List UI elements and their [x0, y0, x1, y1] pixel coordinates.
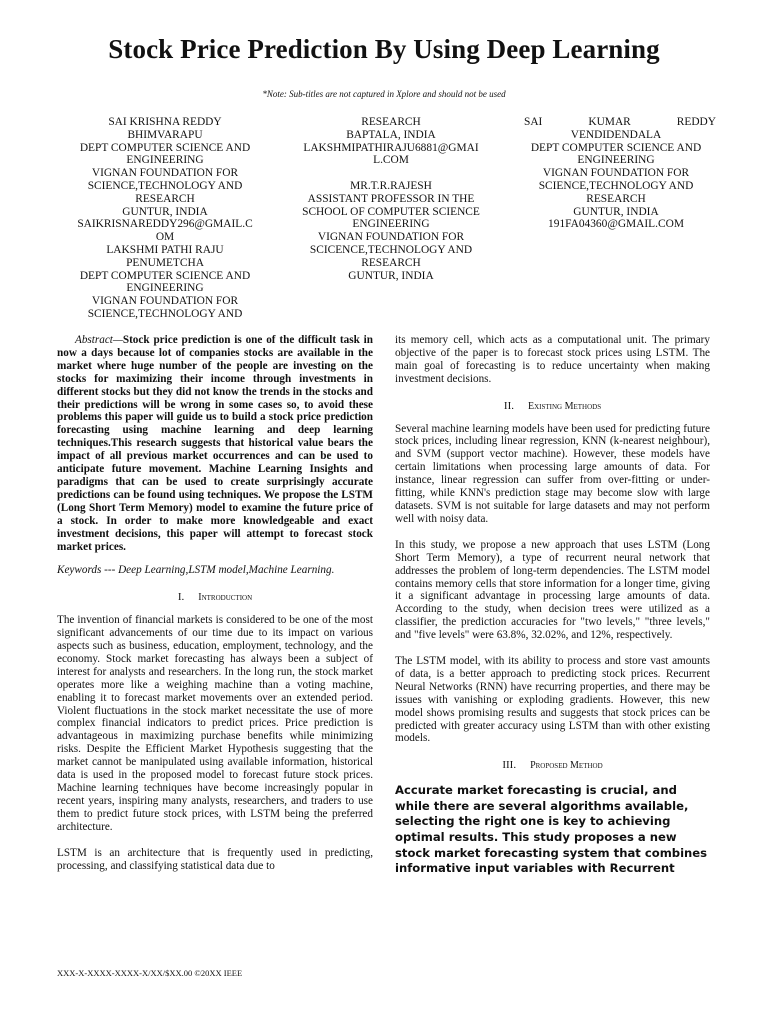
- proposed-paragraph-1: Accurate market forecasting is crucial, and while there are several algorithms available, selecting the right one is key to achieving optimal results. This study proposes a new stock market forecasting system that combines informative input variables with Recurrent: [395, 783, 708, 876]
- author-name-part: SAI: [524, 116, 543, 128]
- author-affiliation-block: [516, 129, 716, 231]
- author-line: VIGNAN FOUNDATION FOR: [91, 295, 239, 308]
- author-line: MR.T.R.RAJESH: [350, 179, 432, 192]
- author-name-part: KUMAR: [588, 116, 631, 128]
- author-line: VIGNAN FOUNDATION FOR: [91, 167, 239, 180]
- paper-title: Stock Price Prediction By Using Deep Learning: [108, 34, 660, 64]
- author-line: VIGNAN FOUNDATION FOR: [317, 231, 465, 244]
- abstract-label: Abstract—: [75, 334, 123, 346]
- author-line: RESEARCH: [586, 192, 646, 205]
- author-line: ENGINEERING: [126, 154, 204, 167]
- author-line: PENUMETCHA: [126, 256, 204, 269]
- intro-paragraph-1: The invention of financial markets is considered to be one of the most significant advancements of our time due to its impact on various aspects such as business, education, employment, technology, and the economy. Stock market forecasting has always been a subject of interest for analysts and researchers. In the long run, the stock market operates more like a weighing machine than a voting machine, enabling it to forecast market movements over an extended period. Violent fluctuations in the stock market necessitate the use of more complex financial indicators to predict prices. Price prediction is advantageous in maximizing purchase benefits while minimizing risks. Despite the Efficient Market Hypothesis suggesting that the market cannot be manipulated using available information, historical data is used in the proposed model to forecast future stock prices. Machine learning techniques have become increasingly popular in recent years, inspiring many analysts, researchers, and traders to use them to predict future stock prices, with LSTM being the preferred architecture.: [57, 614, 373, 833]
- author-line: GUNTUR, INDIA: [348, 269, 434, 282]
- author-line: DEPT COMPUTER SCIENCE AND: [79, 269, 251, 282]
- author-line: SCICENCE,TECHNOLOGY AND: [309, 243, 473, 256]
- author-line: ENGINEERING: [577, 154, 655, 167]
- author-line: SAIKRISNAREDDY296@GMAIL.C: [77, 218, 253, 231]
- section-heading-proposed-method: [395, 759, 710, 773]
- copyright-footer: XXX-X-XXXX-XXXX-X/XX/$XX.00 ©20XX IEEE: [57, 968, 243, 978]
- author-line: SCHOOL OF COMPUTER SCIENCE: [302, 205, 480, 218]
- author-line: VIGNAN FOUNDATION FOR: [542, 167, 690, 180]
- section-title: Introduction: [198, 592, 253, 604]
- section-number: I.: [177, 591, 185, 604]
- author-column-3: [516, 116, 716, 231]
- author-line: GUNTUR, INDIA: [122, 205, 208, 218]
- author-line: RESEARCH: [361, 256, 421, 269]
- author-name-line: [516, 116, 716, 129]
- author-line: BAPTALA, INDIA: [346, 128, 436, 141]
- right-column: [395, 334, 710, 877]
- author-line: DEPT COMPUTER SCIENCE AND: [530, 141, 702, 154]
- author-line: RESEARCH: [135, 192, 195, 205]
- section-title: Existing Methods: [527, 400, 602, 412]
- author-line: ASSISTANT PROFESSOR IN THE: [307, 192, 475, 205]
- intro-paragraph-2-continued: its memory cell, which acts as a computational unit. The primary objective of the paper is to forecast stock prices using LSTM. The main goal of forecasting is to reduce uncertainty when making investment decisions.: [395, 334, 710, 385]
- author-line: GUNTUR, INDIA: [573, 205, 659, 218]
- author-column-2: [282, 116, 500, 282]
- author-column-1: [56, 116, 274, 321]
- existing-paragraph-3: The LSTM model, with its ability to process and store vast amounts of data, is a better approach to predicting stock prices. Recurrent Neural Networks (RNN) have recurring properties, and there may be issues with vanishing or exploding gradients. However, this new model shows promising results and suggests that stock prices can be predicted with greater accuracy using LSTM than with other existing models.: [395, 655, 710, 745]
- author-line: LAKSHMI PATHI RAJU: [106, 243, 224, 256]
- section-heading-existing-methods: [395, 400, 710, 414]
- left-column: [57, 334, 373, 872]
- author-line: SCIENCE,TECHNOLOGY AND: [87, 179, 243, 192]
- intro-paragraph-2: LSTM is an architecture that is frequently used in predicting, processing, and classifying statistical data due to: [57, 846, 373, 872]
- keywords: Keywords --- Deep Learning,LSTM model,Machine Learning.: [57, 564, 335, 577]
- author-line: VENDIDENDALA: [570, 128, 662, 141]
- author-line: RESEARCH: [361, 116, 421, 128]
- author-line: ENGINEERING: [352, 218, 430, 231]
- section-heading-introduction: [57, 591, 373, 605]
- author-line: BHIMVARAPU: [127, 128, 203, 141]
- section-number: II.: [503, 399, 514, 412]
- author-line: ENGINEERING: [126, 282, 204, 295]
- existing-paragraph-2: In this study, we propose a new approach that uses LSTM (Long Short Term Memory), a type of recurrent neural network that addresses the problem of long-term dependencies. The LSTM model contains memory cells that store information for a longer time, giving it a significant advantage in processing large amounts of data. According to the study, when decision trees were utilized as a classifier, the prediction accuracies for "two levels," "three levels," and "five levels" were 63.8%, 32.02%, and 12%, respectively.: [395, 538, 710, 642]
- author-line: [282, 167, 500, 180]
- subtitle-note: *Note: Sub-titles are not captured in Xplore and should not be used: [262, 89, 506, 99]
- author-line: SCIENCE,TECHNOLOGY AND: [87, 307, 243, 320]
- author-line: LAKSHMIPATHIRAJU6881@GMAI: [303, 141, 479, 154]
- author-line: SAI KRISHNA REDDY: [108, 116, 222, 128]
- author-line: L.COM: [373, 154, 409, 167]
- author-line: OM: [155, 231, 175, 244]
- author-line: 191FA04360@GMAIL.COM: [548, 218, 684, 231]
- abstract: [57, 334, 373, 553]
- author-name-part: REDDY: [676, 116, 716, 128]
- section-number: III.: [502, 759, 517, 772]
- existing-paragraph-1: Several machine learning models have been used for predicting future stock prices, including linear regression, KNN (k-nearest neighbour), and SVM (support vector machine). However, these models have certain limitations when processing large amounts of data. For instance, linear regression can suffer from over-fitting or under-fitting, while KNN's prediction stage may become slow with large datasets. SVM is not suitable for large datasets and may not perform well with noisy data.: [395, 422, 710, 525]
- author-line: DEPT COMPUTER SCIENCE AND: [79, 141, 251, 154]
- abstract-text: Stock price prediction is one of the difficult task in now a days because lot of companies stocks are available in the market where huge number of the people are investing on the stocks for maximizing their income through investments in different stocks but they did not know the trends in the stocks and their predictions will be wrong in some cases so, to avoid these problems this paper will guide us to build a stock price prediction forecasting using machine learning and deep learning techniques.This research suggests that historical value bears the impact of all previous market occurrences and can be used to anticipate future movement. Machine Learning Insights and paradigms that can be used to create surprisingly accurate predictions can be found using techniques. We propose the LSTM (Long Short Term Memory) model to examine the future price of a stock. In order to make more knowledgeable and exact investment decisions, this paper will attempt to forecast stock market prices.: [57, 334, 373, 553]
- section-title: Proposed Method: [530, 760, 603, 772]
- author-line: SCIENCE,TECHNOLOGY AND: [538, 179, 694, 192]
